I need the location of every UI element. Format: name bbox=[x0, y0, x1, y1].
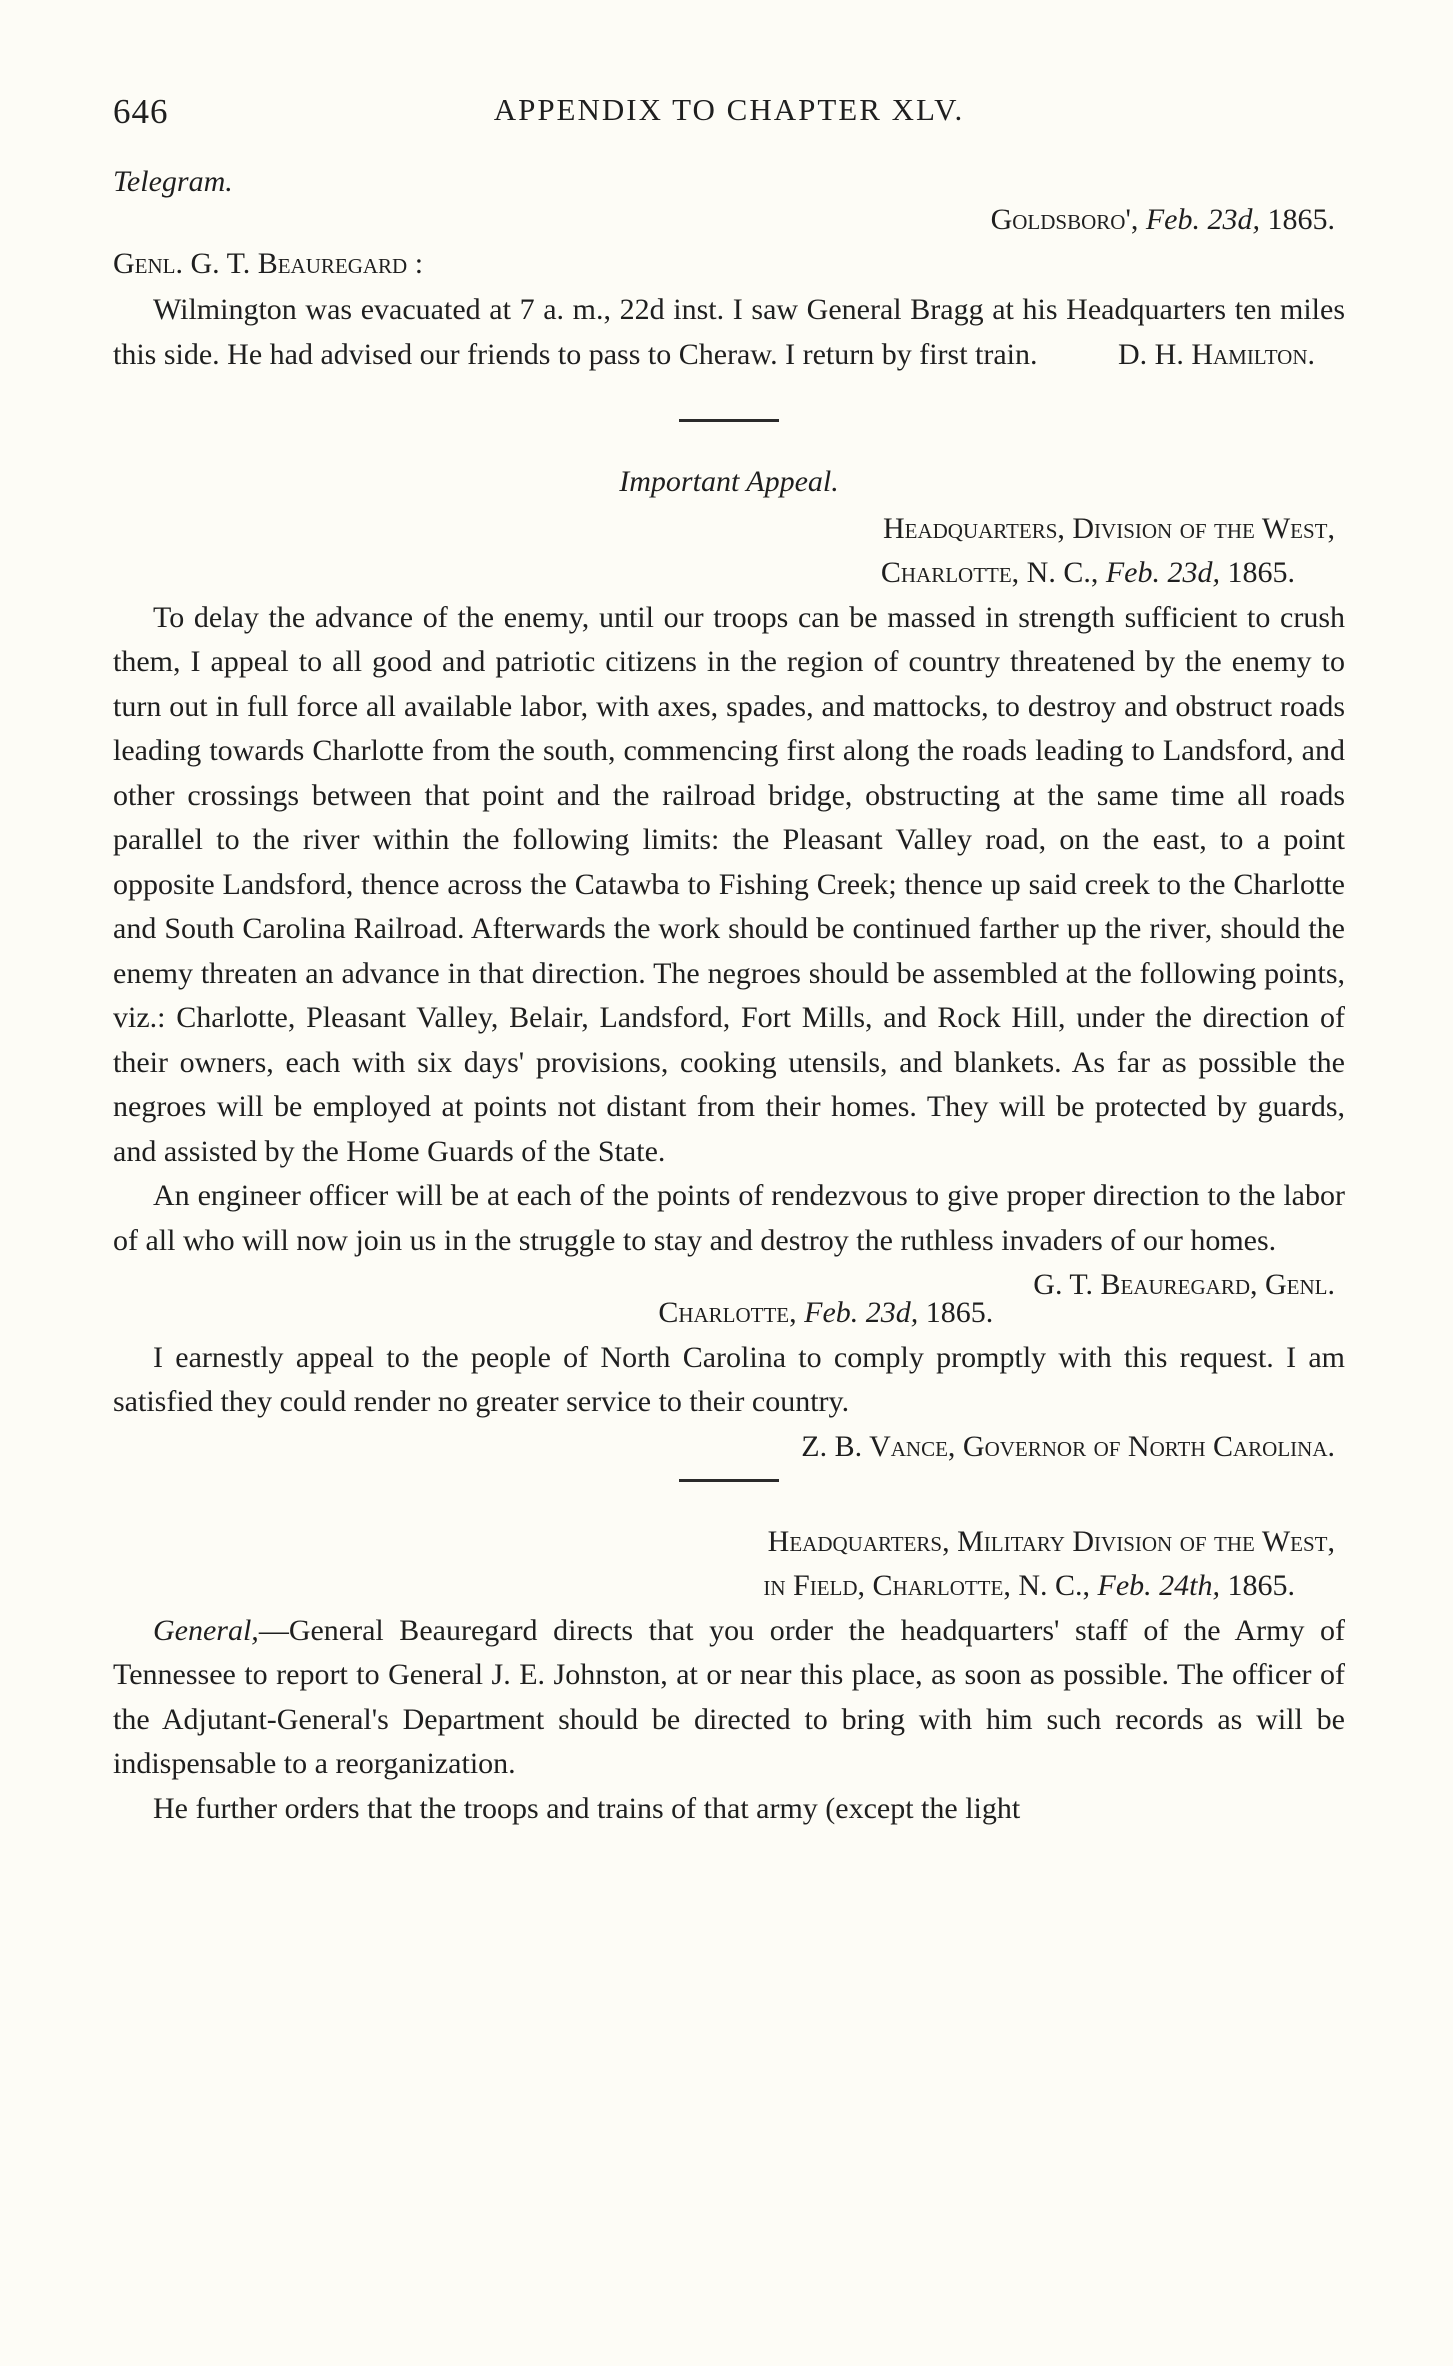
telegram-signature: D. H. Hamilton. bbox=[1117, 337, 1315, 371]
telegram-body bbox=[113, 288, 1345, 377]
running-title: APPENDIX TO CHAPTER XLV. bbox=[493, 92, 965, 127]
telegram-addressee: Genl. G. T. Beauregard : bbox=[113, 247, 424, 280]
vance-place: Charlotte, bbox=[658, 1296, 797, 1329]
vance-body bbox=[113, 1336, 1345, 1463]
telegram-year: 1865. bbox=[1267, 203, 1335, 236]
page-number: 646 bbox=[113, 92, 169, 131]
telegram-label: Telegram. bbox=[113, 165, 233, 198]
telegram-section bbox=[113, 164, 1345, 377]
appeal-heading-line1: Headquarters, Division of the West, bbox=[882, 511, 1335, 545]
page-header bbox=[113, 80, 1345, 140]
appeal-title: Important Appeal. bbox=[619, 465, 839, 498]
appeal-section bbox=[113, 460, 1345, 1301]
military-year: 1865. bbox=[1227, 1569, 1295, 1602]
military-heading-line2 bbox=[113, 1564, 1295, 1609]
appeal-paragraph-2-text: An engineer officer will be at each of the points of rendezvous to give proper direction to the labor of all who will now join us in the struggle to stay and destroy the ruthless invaders of our homes. bbox=[113, 1179, 1345, 1257]
vance-signature-text: Z. B. Vance, Governor of North Carolina. bbox=[801, 1429, 1335, 1463]
appeal-year: 1865. bbox=[1227, 556, 1295, 589]
vance-year: 1865. bbox=[925, 1296, 994, 1329]
vance-date: Feb. 23d, bbox=[804, 1296, 919, 1329]
military-salutation: General, bbox=[153, 1613, 259, 1647]
section-divider bbox=[679, 419, 779, 422]
telegram-date: Feb. 23d, bbox=[1145, 203, 1260, 236]
document-page bbox=[113, 80, 1345, 1831]
military-paragraph-1-text: —General Beauregard directs that you order the headquarters' staff of the Army of Tennessee to report to General J. E. Johnston, at or near this place, as soon as possible. The officer of the Adjutant-General's Department should be directed to bring with him such records as will be indispensable to a reorganization. bbox=[113, 1613, 1345, 1780]
vance-body-text: I earnestly appeal to the people of North Carolina to comply promptly with this request. I am satisfied they could render no greater service to their country. bbox=[113, 1340, 1345, 1418]
military-section bbox=[113, 1520, 1345, 1832]
military-paragraph-1 bbox=[113, 1609, 1345, 1787]
appeal-signature: G. T. Beauregard, Genl. bbox=[1033, 1268, 1335, 1301]
vance-signature bbox=[761, 1425, 1335, 1470]
appeal-heading-line2 bbox=[113, 551, 1295, 596]
appeal-paragraph-2 bbox=[113, 1174, 1345, 1301]
military-place: in Field, Charlotte, N. C., bbox=[763, 1569, 1091, 1602]
section-divider-2 bbox=[679, 1479, 779, 1482]
vance-section bbox=[113, 1291, 1345, 1463]
telegram-body-text: Wilmington was evacuated at 7 a. m., 22d inst. I saw General Bragg at his Headquarters ten miles this side. He had advised our friends to pass to Cheraw. I return by first train. bbox=[113, 293, 1345, 371]
appeal-paragraph-1: To delay the advance of the enemy, until our troops can be massed in strength sufficient to crush them, I appeal to all good and patriotic citizens in the region of country threatened by the enemy to turn out in full force all available labor, with axes, spades, and mattocks, to destroy and obstruct roads leading towards Charlotte from the south, commencing first along the roads leading to Landsford, and other crossings between that point and the railroad bridge, obstructing at the same time all roads parallel to the river within the following limits: the Pleasant Valley road, on the east, to a point opposite Landsford, thence across the Catawba to Fishing Creek; thence up said creek to the Charlotte and South Carolina Railroad. Afterwards the work should be continued farther up the river, should the enemy threaten an advance in that direction. The negroes should be assembled at the following points, viz.: Charlotte, Pleasant Valley, Belair, Landsford, Fort Mills, and Rock Hill, under the direction of their owners, each with six days' provisions, cooking utensils, and blankets. As far as possible the negroes will be employed at points not distant from their homes. They will be protected by guards, and assisted by the Home Guards of the State. bbox=[113, 600, 1345, 1168]
military-heading-line1: Headquarters, Military Division of the West, bbox=[767, 1524, 1335, 1558]
telegram-dateline bbox=[113, 200, 1335, 240]
military-paragraph-2: He further orders that the troops and trains of that army (except the light bbox=[153, 1791, 1021, 1825]
appeal-date: Feb. 23d, bbox=[1105, 556, 1220, 589]
appeal-place: Charlotte, N. C., bbox=[880, 556, 1099, 589]
military-date: Feb. 24th, bbox=[1097, 1569, 1220, 1602]
telegram-place: Goldsboro', bbox=[990, 203, 1139, 236]
